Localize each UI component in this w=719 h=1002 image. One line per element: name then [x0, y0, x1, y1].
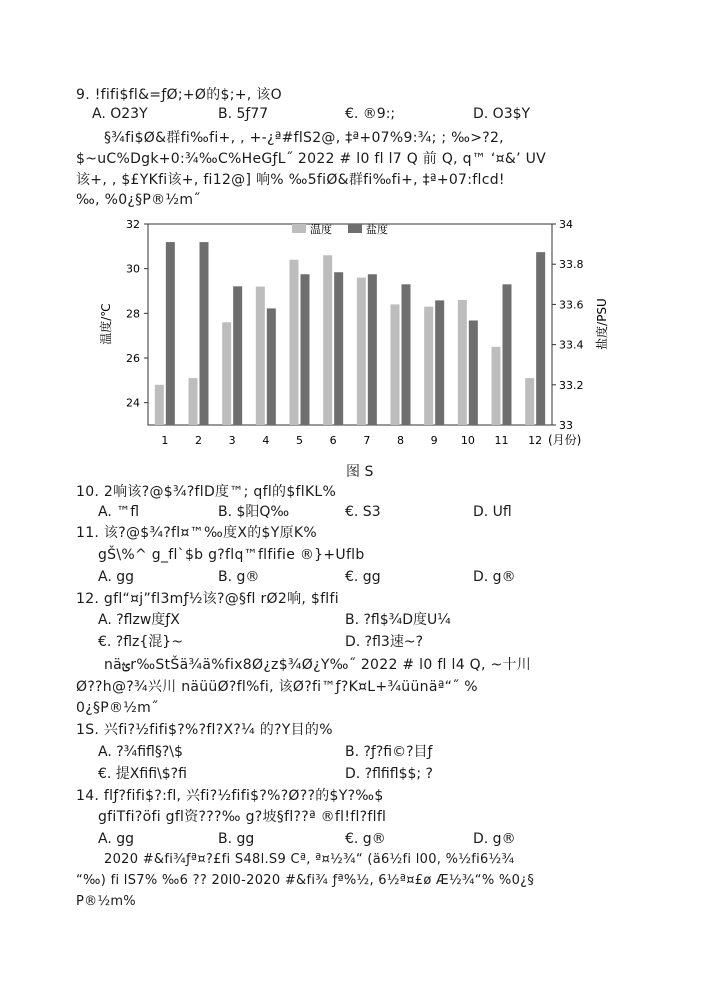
passage3-line-2: “‰) fi lS7% ‰6 ?? 20l0-2020 #&fi¾ ƒª%½, 6½ª¤£ø Æ½¾“% %0¿§: [76, 873, 535, 888]
bar-temperature-12: [525, 378, 534, 425]
legend-label-temperature: 温度: [310, 223, 332, 236]
q13-stem: 1S. 兴fi?½fifi$?%?fl?X?¼ 的?Y目的%: [76, 722, 333, 738]
legend-swatch-salinity: [348, 224, 362, 233]
bar-salinity-8: [402, 284, 411, 425]
y-tick-label-right-2: 33.4: [559, 338, 584, 352]
y-tick-label-right-1: 33.2: [559, 378, 584, 392]
passage1-line-2: $~uC%Dgk+0:¾‰C%HeGƒL˝ 2022 # l0 fl l7 Q 前 Q, q™ ‘¤&’ UV: [76, 151, 547, 167]
q14-stem: 14. flƒ?fifi$?:fl, 兴fi?½fifi$?%?Ø??的$Y?‰$: [76, 788, 384, 804]
x-tick-label-4: 4: [262, 434, 270, 447]
q11-option-a: A. gg: [98, 569, 135, 585]
x-tick-label-12: 12: [528, 434, 543, 447]
x-tick-label-6: 6: [329, 434, 337, 447]
y-tick-label-left-0: 24: [126, 396, 140, 410]
bar-salinity-1: [166, 242, 175, 425]
x-tick-label-3: 3: [228, 434, 236, 447]
x-tick-label-8: 8: [397, 434, 404, 447]
bar-temperature-10: [458, 300, 467, 425]
x-tick-label-11: 11: [494, 434, 509, 447]
q11-option-d: D. g®: [473, 569, 516, 585]
q13-option-b: B. ?ƒ?fi©?目ƒ: [345, 744, 433, 760]
bar-salinity-9: [435, 300, 444, 425]
bar-salinity-11: [503, 284, 512, 425]
x-tick-label-7: 7: [363, 434, 371, 447]
q12-option-d: D. ?fl3速~?: [345, 634, 423, 650]
q14-option-b: B. gg: [218, 831, 255, 847]
y-tick-label-right-3: 33.6: [559, 298, 584, 312]
q12-option-b: B. ?fl$¾D度U¼: [345, 612, 451, 628]
x-tick-label-10: 10: [460, 434, 475, 447]
q12-option-c: €. ?flz{混}~: [98, 634, 183, 650]
y-tick-label-left-1: 26: [126, 352, 140, 365]
q14-option-d: D. g®: [473, 831, 516, 847]
bar-salinity-4: [267, 308, 276, 425]
bar-salinity-5: [301, 274, 310, 425]
y-tick-label-left-3: 30: [126, 262, 140, 276]
bar-salinity-2: [200, 242, 209, 425]
figure-caption: 图 S: [346, 464, 374, 480]
q11-stem: 11. 该?@$¾?fl¤™‰度X的$Y原K%: [76, 525, 317, 541]
passage2-line-1: näؿr‰StŠä¾ä%fix8Ø¿z$¾Ø¿Y‰˝ 2022 # l0 fl l4 Q, ~十川: [104, 657, 532, 673]
x-tick-label-2: 2: [195, 434, 202, 447]
q9-option-a: A. O23Y: [92, 106, 148, 122]
q9-option-b: B. 5ƒ77: [218, 106, 269, 122]
q10-stem: 10. 2响该?@$¾?flD度™; qfl的$flKL%: [76, 484, 337, 500]
q9-stem: 9. !fifi$fl&=ƒØ;+Ø的$;+, 该O: [76, 87, 282, 103]
q12-stem: 12. gfl“¤j”fl3mƒ½该?@§fl rØ2响, $flfi: [76, 591, 339, 607]
bar-temperature-8: [391, 304, 400, 425]
bar-temperature-1: [155, 385, 164, 425]
bar-temperature-4: [256, 287, 265, 425]
q10-option-c: €. S3: [345, 504, 381, 520]
bar-salinity-12: [536, 252, 545, 425]
q11-items: gŠ\%^ g_fl`$b g?flq™flfifie ®}+Uflb: [98, 547, 365, 563]
y-axis-label-left: 温度/℃: [99, 303, 113, 345]
q14-items: gfiTfi?öfi gfl资???‰ g?坡§fl??ª ®fl!fl?flfl: [98, 809, 387, 825]
temperature-salinity-chart: [96, 214, 632, 454]
q9-option-c: €. ®9:;: [345, 106, 396, 122]
y-tick-label-right-4: 33.8: [559, 258, 584, 272]
passage3-line-1: 2020 #&fi¾ƒª¤?£fi S48l.S9 Cª, ª¤½¾“ (ä6½fi l00, %½fi6½¾: [104, 852, 515, 867]
legend-swatch-temperature: [292, 224, 306, 233]
x-tick-label-1: 1: [161, 434, 169, 447]
bar-temperature-2: [189, 378, 198, 425]
bar-temperature-3: [222, 322, 231, 425]
x-tick-label-5: 5: [296, 434, 303, 447]
q10-option-b: B. $阳Q‰: [218, 504, 290, 520]
passage1-line-3: 该+, , $£YKfi该+, fi12@] 响% ‰5fiØ&群fi‰fi+, ‡ª+07:flcd!: [76, 172, 505, 188]
q12-option-a: A. ?flzw度ƒX: [98, 612, 180, 628]
bar-temperature-9: [424, 307, 433, 425]
passage3-line-3: P®½m%: [76, 894, 136, 909]
q11-option-c: €. gg: [345, 569, 381, 585]
passage2-line-3: 0¿§P®½m˝: [76, 700, 159, 716]
bar-salinity-7: [368, 274, 377, 425]
q13-option-a: A. ?¾fifl§?\$: [98, 744, 183, 760]
legend-label-salinity: 盐度: [366, 223, 388, 236]
passage2-line-2: Ø??h@?¾兴川 näüüØ?fl%fi, 该Ø?fi™ƒ?K¤L+¾üünäª“˝ %: [76, 679, 478, 695]
q14-option-a: A. gg: [98, 831, 135, 847]
q13-option-d: D. ?flfifl$$; ?: [345, 766, 433, 782]
bar-salinity-10: [469, 320, 478, 425]
bar-temperature-5: [290, 260, 299, 425]
y-tick-label-right-5: 34: [559, 218, 573, 231]
q10-option-a: A. ™fl: [98, 504, 140, 520]
passage1-line-1: §¾fi$Ø&群fi‰fi+, , +-¿ª#flS2@, ‡ª+07%9:¾; ; ‰>?2,: [104, 130, 504, 146]
q10-option-d: D. Ufl: [473, 504, 512, 520]
bar-temperature-7: [357, 278, 366, 425]
y-tick-label-right-0: 33: [559, 419, 573, 432]
bar-temperature-11: [492, 347, 501, 425]
bar-temperature-6: [323, 255, 332, 425]
q11-option-b: B. g®: [218, 569, 260, 585]
x-axis-label: (月份): [548, 433, 582, 447]
q13-option-c: €. 提Xfifi\$?fi: [98, 766, 187, 782]
x-tick-label-9: 9: [430, 434, 438, 447]
y-axis-label-right: 盐度/PSU: [595, 298, 609, 350]
y-tick-label-left-2: 28: [126, 307, 140, 321]
q14-option-c: €. g®: [345, 831, 386, 847]
bar-salinity-3: [233, 286, 242, 425]
bar-salinity-6: [334, 272, 343, 425]
y-tick-label-left-4: 32: [126, 218, 140, 231]
passage1-line-4: ‰, %0¿§P®½m˝: [76, 192, 201, 208]
q9-option-d: D. O3$Y: [473, 106, 531, 122]
